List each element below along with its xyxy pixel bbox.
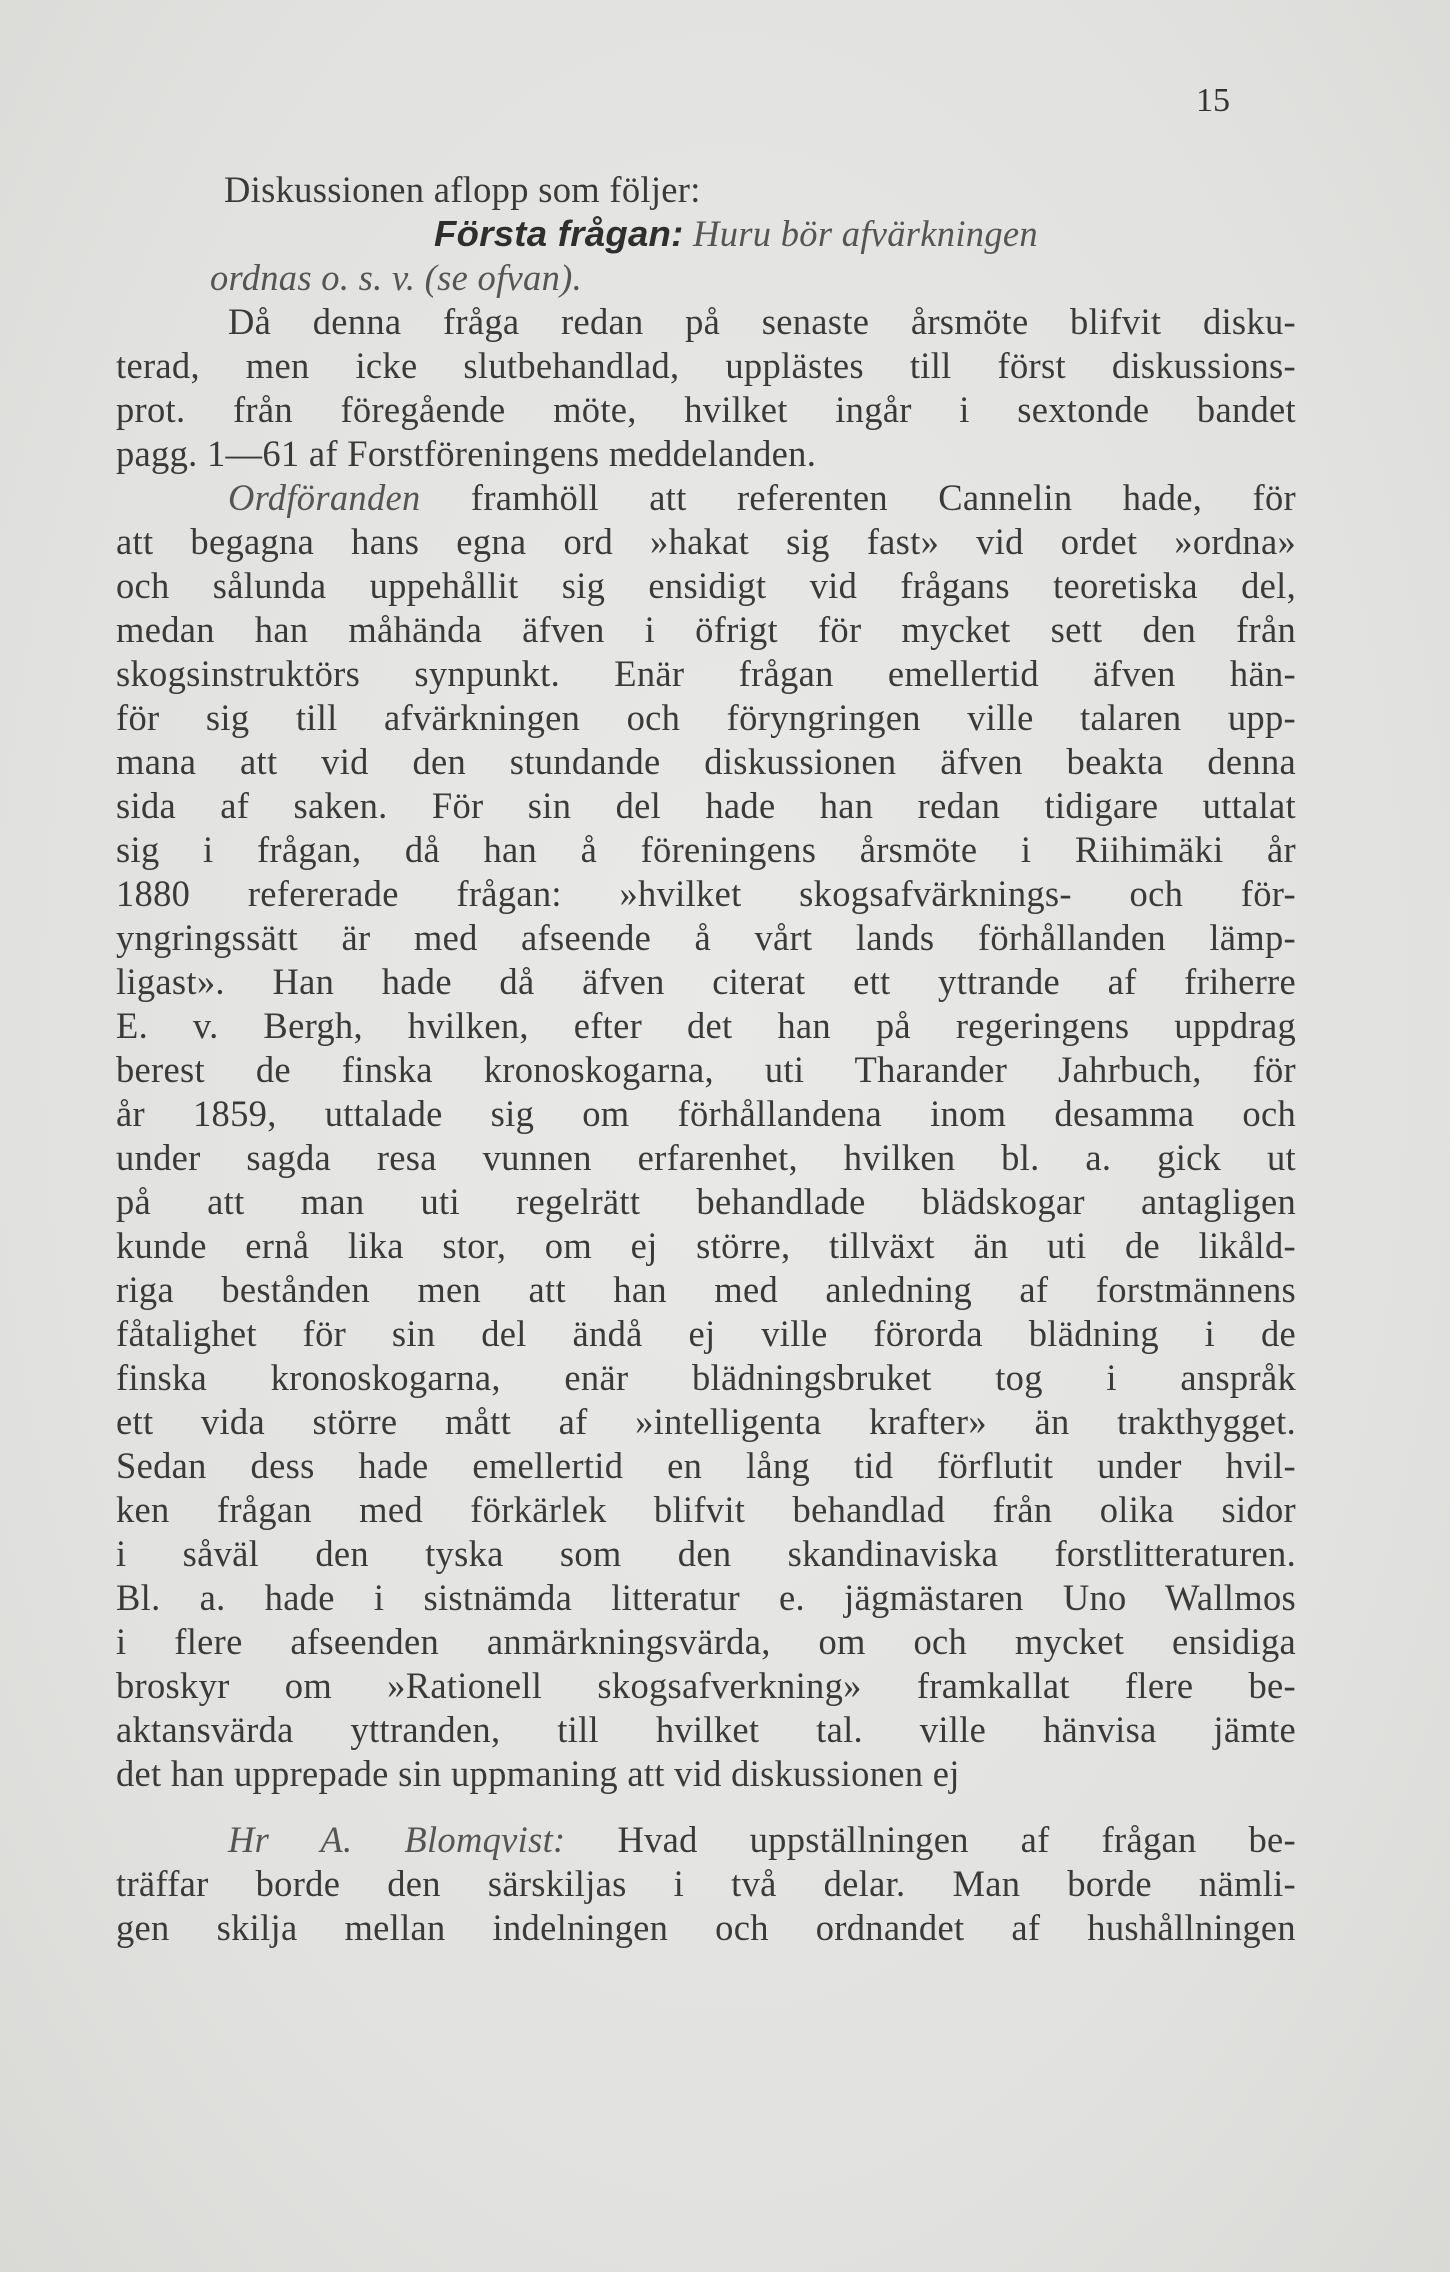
paragraph-line: träffar borde den särskiljas i två delar. Man borde nämli-: [116, 1863, 1296, 1904]
paragraph-first-line: [116, 1818, 1296, 1862]
paragraph-line: skogsinstruktörs synpunkt. Enär frågan emellertid äfven hän-: [116, 653, 1296, 694]
body-text: [116, 168, 1296, 1950]
paragraph-line: broskyr om »Rationell skogsafverkning» framkallat flere be-: [116, 1665, 1296, 1706]
paragraph-line: för sig till afvärkningen och föryngringen ville talaren upp-: [116, 697, 1296, 738]
paragraph-line: mana att vid den stundande diskussionen äfven beakta denna: [116, 741, 1296, 782]
discussion-intro: Diskussionen aflopp som följer:: [224, 169, 701, 210]
paragraph-line: det han upprepade sin uppmaning att vid diskussionen ej: [116, 1753, 960, 1794]
paragraph-line: att begagna hans egna ord »hakat sig fast» vid ordet »ordna»: [116, 521, 1296, 562]
paragraph-line: prot. från föregående möte, hvilket ingår i sextonde bandet: [116, 389, 1296, 430]
paragraph-line: Då denna fråga redan på senaste årsmöte blifvit disku-: [228, 301, 1296, 342]
paragraph-line: i flere afseenden anmärkningsvärda, om och mycket ensidiga: [116, 1621, 1296, 1662]
paragraph-line: 1880 refererade frågan: »hvilket skogsafvärknings- och för-: [116, 873, 1296, 914]
paragraph-1: [116, 300, 1296, 476]
paragraph-line-text: framhöll att referenten Cannelin hade, för: [470, 477, 1296, 518]
paragraph-line: berest de finska kronoskogarna, uti Tharander Jahrbuch, för: [116, 1049, 1296, 1090]
paragraph-line: medan han måhända äfven i öfrigt för mycket sett den från: [116, 609, 1296, 650]
paragraph-line: och sålunda uppehållit sig ensidigt vid frågans teoretiska del,: [116, 565, 1296, 606]
paragraph-line: ett vida större mått af »intelligenta krafter» än trakthygget.: [116, 1401, 1296, 1442]
paragraph-line: terad, men icke slutbehandlad, upplästes till först diskussions-: [116, 345, 1296, 386]
paragraph-line: gen skilja mellan indelningen och ordnandet af hushållningen: [116, 1907, 1296, 1948]
question-heading: [116, 212, 1296, 256]
speaker-name: Ordföranden: [228, 477, 421, 518]
paragraph-line: finska kronoskogarna, enär blädningsbruket tog i anspråk: [116, 1357, 1296, 1398]
paragraph-first-line: [116, 476, 1296, 520]
paragraph-line-text: Hvad uppställningen af frågan be-: [617, 1819, 1296, 1860]
paragraph-line: pagg. 1—61 af Forstföreningens meddelanden.: [116, 433, 817, 474]
question-label: Första frågan:: [434, 213, 684, 254]
paragraph-line: Sedan dess hade emellertid en lång tid förflutit under hvil-: [116, 1445, 1296, 1486]
paragraph-line: i såväl den tyska som den skandinaviska forstlitteraturen.: [116, 1533, 1296, 1574]
paragraph-line: sida af saken. För sin del hade han redan tidigare uttalat: [116, 785, 1296, 826]
paragraph-line: fåtalighet för sin del ändå ej ville förorda blädning i de: [116, 1313, 1296, 1354]
paragraph-line: yngringssätt är med afseende å vårt lands förhållanden lämp-: [116, 917, 1296, 958]
paragraph-line: ken frågan med förkärlek blifvit behandlad från olika sidor: [116, 1489, 1296, 1530]
paragraph-2: [116, 476, 1296, 1796]
paragraph-3: [116, 1818, 1296, 1950]
paragraph-line: kunde ernå lika stor, om ej större, tillväxt än uti de likåld-: [116, 1225, 1296, 1266]
page-number: 15: [1196, 82, 1230, 119]
paragraph-line: ligast». Han hade då äfven citerat ett yttrande af friherre: [116, 961, 1296, 1002]
paragraph-line: aktansvärda yttranden, till hvilket tal. ville hänvisa jämte: [116, 1709, 1296, 1750]
question-title-continued: [116, 256, 1296, 300]
paragraph-gap: [116, 1796, 1296, 1818]
paragraph-line: riga bestånden men att han med anledning af forstmännens: [116, 1269, 1296, 1310]
paragraph-line: Bl. a. hade i sistnämda litteratur e. jägmästaren Uno Wallmos: [116, 1577, 1296, 1618]
question-title-part1: Huru bör afvärkningen: [693, 213, 1038, 254]
question-title-part2: ordnas o. s. v. (se ofvan).: [210, 257, 583, 298]
paragraph-line: år 1859, uttalade sig om förhållandena inom desamma och: [116, 1093, 1296, 1134]
paragraph-line: under sagda resa vunnen erfarenhet, hvilken bl. a. gick ut: [116, 1137, 1296, 1178]
paragraph-line: på att man uti regelrätt behandlade blädskogar antagligen: [116, 1181, 1296, 1222]
paragraph-line: E. v. Bergh, hvilken, efter det han på regeringens uppdrag: [116, 1005, 1296, 1046]
paragraph-line: sig i frågan, då han å föreningens årsmöte i Riihimäki år: [116, 829, 1296, 870]
speaker-name: Hr A. Blomqvist:: [228, 1819, 566, 1860]
